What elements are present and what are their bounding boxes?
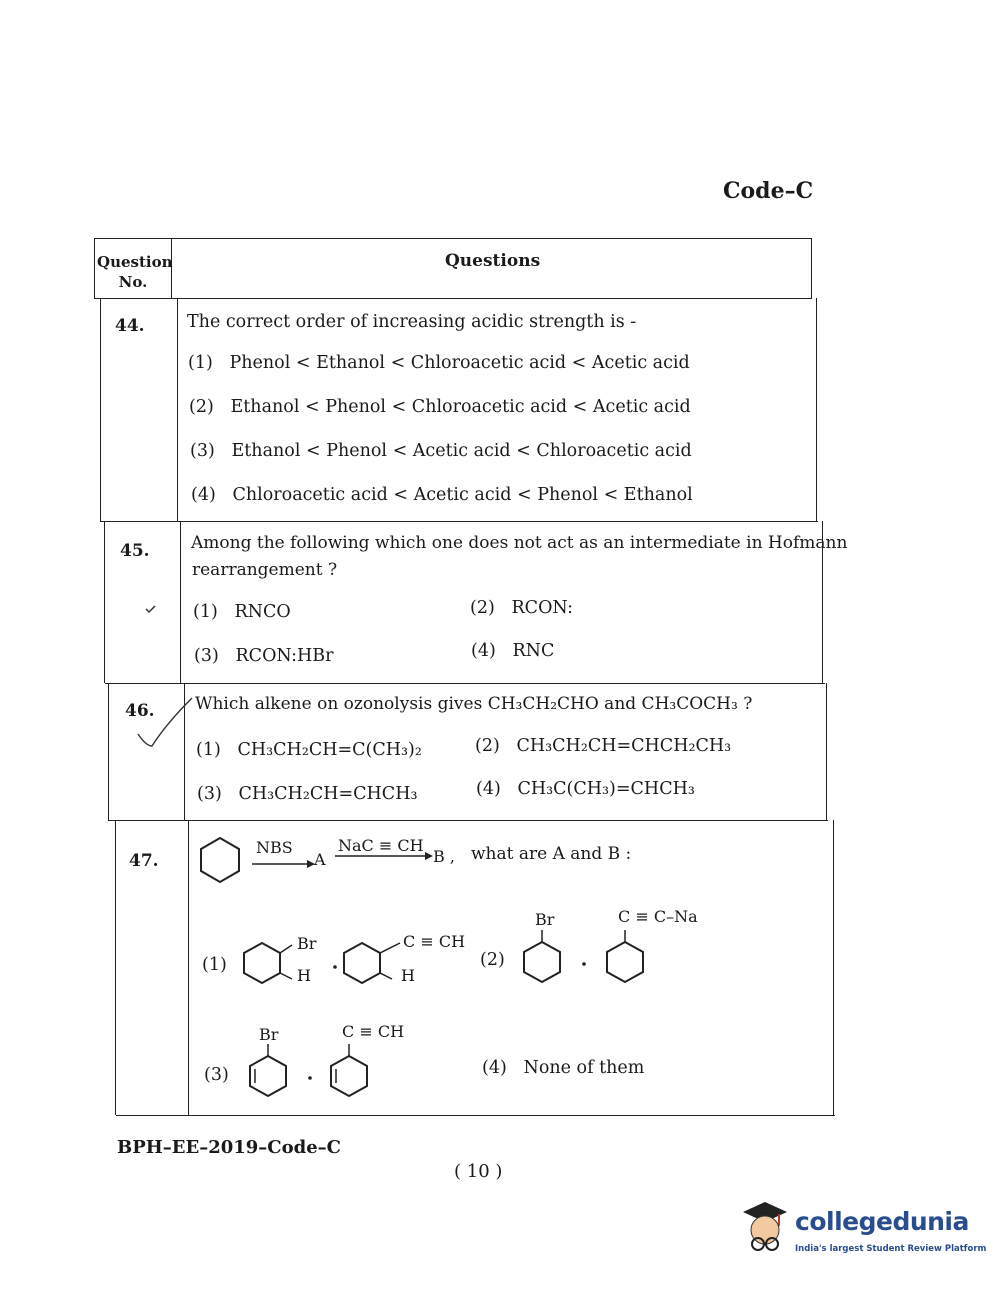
substituent-alkyne: C ≡ CH — [342, 1022, 405, 1041]
option-2 — [189, 397, 691, 417]
collegedunia-logo-text: collegedunia — [795, 1207, 969, 1236]
option-number: (2) — [470, 598, 495, 618]
question-number: 46. — [125, 701, 155, 721]
question-number: 45. — [120, 541, 150, 561]
option-text: RNCO — [234, 602, 291, 622]
option-number: (3) — [194, 646, 219, 666]
option-text: CH₃CH₂CH=CHCH₃ — [238, 784, 418, 804]
page-number: ( 10 ) — [454, 1161, 503, 1182]
option-number: (1) — [193, 602, 218, 622]
option-3-structures-icon — [243, 1042, 383, 1102]
option-2-structures-icon — [520, 928, 660, 988]
substituent-sodium-acetylide: C ≡ C–Na — [618, 907, 698, 926]
option-text: Chloroacetic acid < Acetic acid < Phenol < Ethanol — [232, 485, 693, 505]
option-3-label: (3) — [204, 1065, 229, 1085]
substituent-br: Br — [535, 910, 555, 929]
option-number: (1) — [196, 740, 221, 760]
option-text: CH₃C(CH₃)=CHCH₃ — [517, 779, 695, 799]
option-number: (4) — [471, 641, 496, 661]
option-1 — [193, 602, 291, 622]
question-number: 47. — [129, 851, 159, 871]
product-b: B , — [433, 847, 455, 866]
option-text: CH₃CH₂CH=C(CH₃)₂ — [237, 740, 422, 760]
option-text: None of them — [523, 1058, 645, 1078]
reagent-nbs: NBS — [256, 838, 293, 857]
option-2 — [470, 598, 573, 618]
option-4 — [471, 641, 554, 661]
option-3 — [190, 441, 692, 461]
option-2 — [475, 736, 731, 756]
option-number: (4) — [476, 779, 501, 799]
question-text: The correct order of increasing acidic strength is - — [187, 312, 637, 332]
option-3 — [197, 784, 417, 804]
option-1 — [188, 353, 690, 373]
option-number: (3) — [197, 784, 222, 804]
option-text: Phenol < Ethanol < Chloroacetic acid < Acetic acid — [229, 353, 690, 373]
option-text: RCON:HBr — [235, 646, 334, 666]
column-header-question-no: Question No. — [97, 253, 173, 291]
substituent-h: H — [401, 966, 415, 985]
option-text: Ethanol < Phenol < Acetic acid < Chloroacetic acid — [231, 441, 692, 461]
option-3 — [194, 646, 334, 666]
option-number: (2) — [475, 736, 500, 756]
pen-tick-mark-icon — [145, 604, 157, 614]
question-text-line2: rearrangement ? — [192, 560, 338, 580]
collegedunia-mascot-logo-icon — [735, 1198, 795, 1258]
option-text: RCON: — [511, 598, 573, 618]
substituent-h: H — [297, 966, 311, 985]
question-text: what are A and B : — [471, 844, 632, 864]
option-1 — [196, 740, 422, 760]
substituent-br: Br — [259, 1025, 279, 1044]
column-header-questions: Questions — [445, 251, 541, 271]
pen-check-mark-icon — [118, 694, 198, 754]
collegedunia-tagline: India's largest Student Review Platform — [795, 1244, 987, 1254]
page-code: Code–C — [723, 178, 814, 204]
option-number: (4) — [482, 1058, 507, 1078]
question-text: Which alkene on ozonolysis gives CH₃CH₂CHO and CH₃COCH₃ ? — [195, 694, 753, 714]
reagent-sodium-acetylide: NaC ≡ CH — [338, 836, 424, 855]
option-1-label: (1) — [202, 955, 227, 975]
option-4 — [191, 485, 693, 505]
option-text: CH₃CH₂CH=CHCH₂CH₃ — [516, 736, 732, 756]
paper-code-footer: BPH–EE–2019–Code–C — [117, 1137, 341, 1158]
option-4 — [482, 1058, 644, 1078]
question-number: 44. — [115, 316, 145, 336]
option-number: (3) — [190, 441, 215, 461]
substituent-br: Br — [297, 934, 317, 953]
option-number: (4) — [191, 485, 216, 505]
option-number: (1) — [188, 353, 213, 373]
option-number: (2) — [189, 397, 214, 417]
product-a: A — [314, 850, 326, 869]
option-4 — [476, 779, 695, 799]
substituent-alkyne: C ≡ CH — [403, 932, 466, 951]
option-2-label: (2) — [480, 950, 505, 970]
option-text: Ethanol < Phenol < Chloroacetic acid < Acetic acid — [230, 397, 691, 417]
option-text: RNC — [512, 641, 555, 661]
question-text: Among the following which one does not act as an intermediate in Hofmann — [191, 533, 848, 553]
